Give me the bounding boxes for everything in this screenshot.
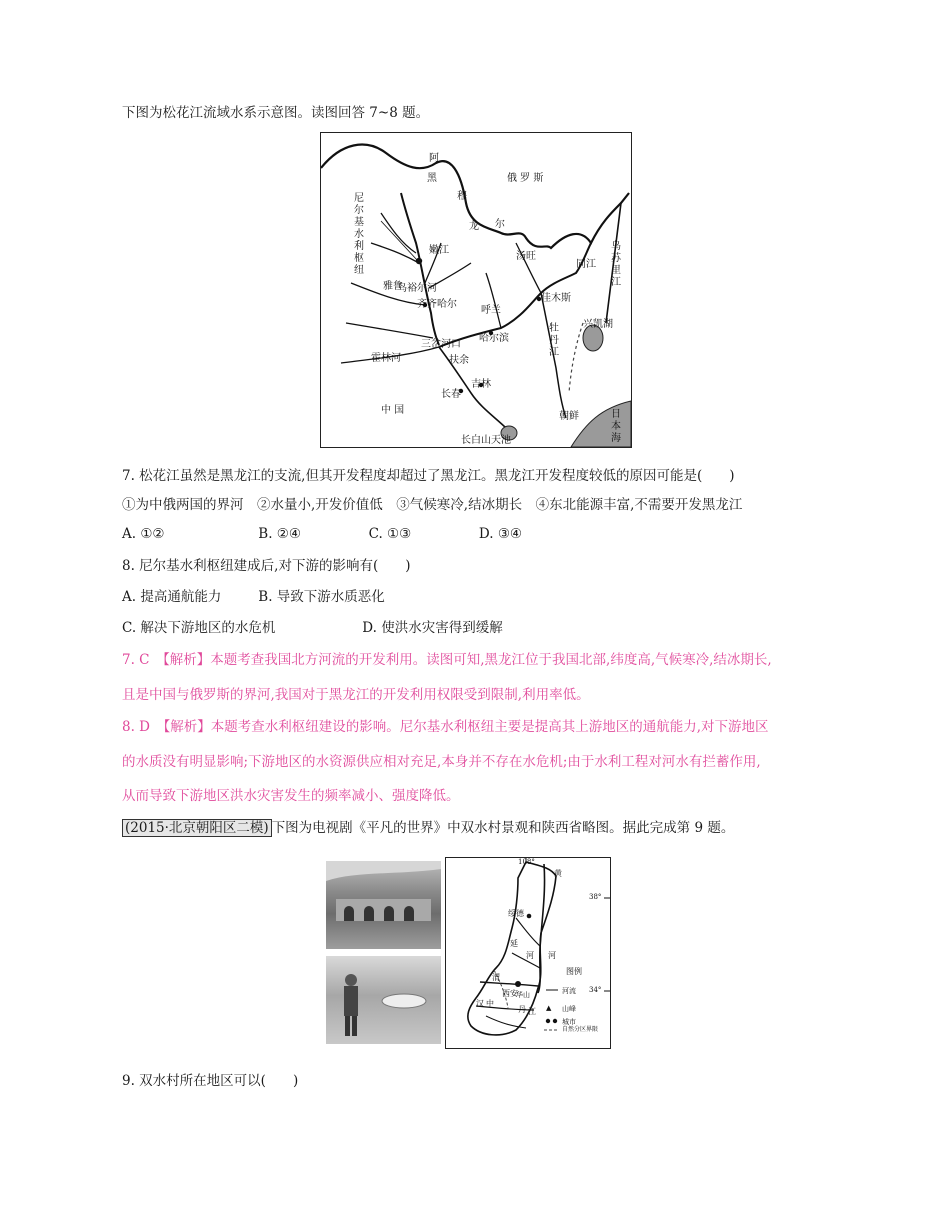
label-hei: 黑 — [427, 173, 437, 184]
q7-option-c[interactable]: C. ①③ — [368, 526, 412, 542]
village-photo-cave-dwellings — [326, 861, 441, 949]
label-jiang: 江 — [528, 1007, 536, 1016]
label-yalu: 雅鲁 — [383, 281, 403, 292]
label-lon: 108° — [518, 858, 535, 866]
label-dan: 丹 — [518, 1005, 526, 1014]
q8-options-row2 — [122, 618, 503, 638]
svg-text:▲: ▲ — [546, 1004, 552, 1012]
label-russia: 俄 罗 斯 — [507, 173, 544, 184]
legend-title: 图例 — [566, 967, 582, 976]
q8-stem: 8. 尼尔基水利枢纽建成后,对下游的影响有( ) — [122, 558, 411, 574]
label-sanchahe: 三岔河口 — [421, 339, 461, 350]
label-tangwang: 汤旺 — [516, 251, 536, 262]
intro2 — [122, 818, 734, 838]
songhua-river-map — [320, 132, 632, 448]
label-jilin: 吉林 — [471, 379, 491, 390]
answer-7-line1: 7. C 【解析】本题考查我国北方河流的开发利用。读图可知,黑龙江位于我国北部,纬度高,气候寒冷,结冰期长, — [122, 652, 772, 668]
label-chaoxian: 朝鲜 — [559, 411, 579, 422]
label-he2: 河 — [548, 951, 556, 960]
label-china: 中 国 — [381, 405, 405, 416]
answer-7-line2: 且是中国与俄罗斯的界河,我国对于黑龙江的开发利用权限受到限制,利用率低。 — [122, 687, 590, 703]
label-wei: 渭 — [492, 973, 500, 982]
cave-dwelling-illustration — [326, 861, 441, 949]
answer-8-line2: 的水质没有明显影响;下游地区的水资源供应相对充足,本身并不存在水危机;由于水利工程对河水有拦蓄作用, — [122, 754, 761, 770]
answer-8-line3: 从而导致下游地区洪水灾害发生的频率减小、强度降低。 — [122, 788, 460, 804]
q7-option-b[interactable]: B. ②④ — [258, 526, 302, 542]
q8-option-d[interactable]: D. 使洪水灾害得到缓解 — [362, 620, 503, 636]
q8-option-b[interactable]: B. 导致下游水质恶化 — [258, 589, 385, 605]
label-lat2: 34° — [589, 986, 602, 994]
label-nenjiang: 嫩江 — [429, 245, 449, 256]
label-changbaishan: 长白山天池 — [461, 435, 511, 446]
label-fuyu: 扶余 — [449, 355, 469, 366]
label-wuyu: 乌裕尔河 — [397, 283, 437, 294]
label-yan: 延 — [510, 939, 518, 948]
label-huang: 黄 — [554, 869, 562, 878]
label-zhong: 中 — [486, 999, 494, 1008]
label-mu: 穆 — [457, 191, 467, 202]
label-jiamusi: 佳木斯 — [541, 293, 571, 304]
q8-option-c[interactable]: C. 解决下游地区的水危机 — [122, 620, 276, 636]
answer-8-line1: 8. D 【解析】本题考查水利枢纽建设的影响。尼尔基水利枢纽主要是提高其上游地区的通航能力,对下游地区 — [122, 719, 769, 735]
label-huashan: 华山 — [516, 991, 530, 999]
q8-option-a[interactable]: A. 提高通航能力 — [122, 589, 222, 605]
label-xian: 西安 — [502, 989, 518, 998]
shaanxi-map — [445, 857, 611, 1049]
label-ribenhai: 日本海 — [611, 409, 621, 444]
label-harbin: 哈尔滨 — [479, 333, 509, 344]
q7-option-a[interactable]: A. ①② — [122, 526, 165, 542]
label-wusuli: 乌苏里江 — [611, 241, 621, 288]
river-lines — [321, 133, 631, 447]
label-suide: 绥德 — [508, 909, 524, 918]
label-qiqihar: 齐齐哈尔 — [417, 299, 457, 310]
label-hulan: 呼兰 — [481, 305, 501, 316]
intro-text: 下图为松花江流域水系示意图。读图回答 7~8 题。 — [122, 105, 430, 121]
label-xingkai: 兴凯湖 — [583, 319, 613, 330]
q7-option-d[interactable]: D. ③④ — [478, 526, 523, 542]
label-lat1: 38° — [589, 893, 602, 901]
legend-city: 城市 — [562, 1018, 576, 1026]
q8-options-row1 — [122, 587, 385, 607]
shepherd-illustration — [326, 956, 441, 1044]
label-nierji-dam: 尼尔基水利枢纽 — [354, 193, 364, 276]
legend-boundary: 自然分区界限 — [562, 1026, 599, 1033]
label-changchun: 长春 — [441, 389, 461, 400]
q7-options — [122, 524, 522, 544]
label-er: 尔 — [495, 219, 505, 230]
label-a: 阿 — [429, 153, 439, 164]
legend-peak: 山峰 — [562, 1005, 576, 1013]
legend-river: 河流 — [562, 987, 576, 995]
label-he1: 河 — [526, 951, 534, 960]
label-huolin: 霍林河 — [371, 353, 401, 364]
source-tag: (2015·北京朝阳区二模) — [122, 819, 272, 837]
label-mudan: 牡丹江 — [549, 323, 559, 358]
q9-stem: 9. 双水村所在地区可以( ) — [122, 1073, 299, 1089]
q7-statements: ①为中俄两国的界河 ②水量小,开发价值低 ③气候寒冷,结冰期长 ④东北能源丰富,不需要开发黑龙江 — [122, 497, 743, 513]
label-tongjiang: 同江 — [576, 259, 596, 270]
label-han: 汉 — [476, 999, 484, 1008]
label-long: 龙 — [469, 221, 479, 232]
village-photo-shepherd — [326, 956, 441, 1044]
q7-stem: 7. 松花江虽然是黑龙江的支流,但其开发程度却超过了黑龙江。黑龙江开发程度较低的原因可能是( ) — [122, 468, 735, 484]
intro2-text: 下图为电视剧《平凡的世界》中双水村景观和陕西省略图。据此完成第 9 题。 — [271, 820, 735, 836]
